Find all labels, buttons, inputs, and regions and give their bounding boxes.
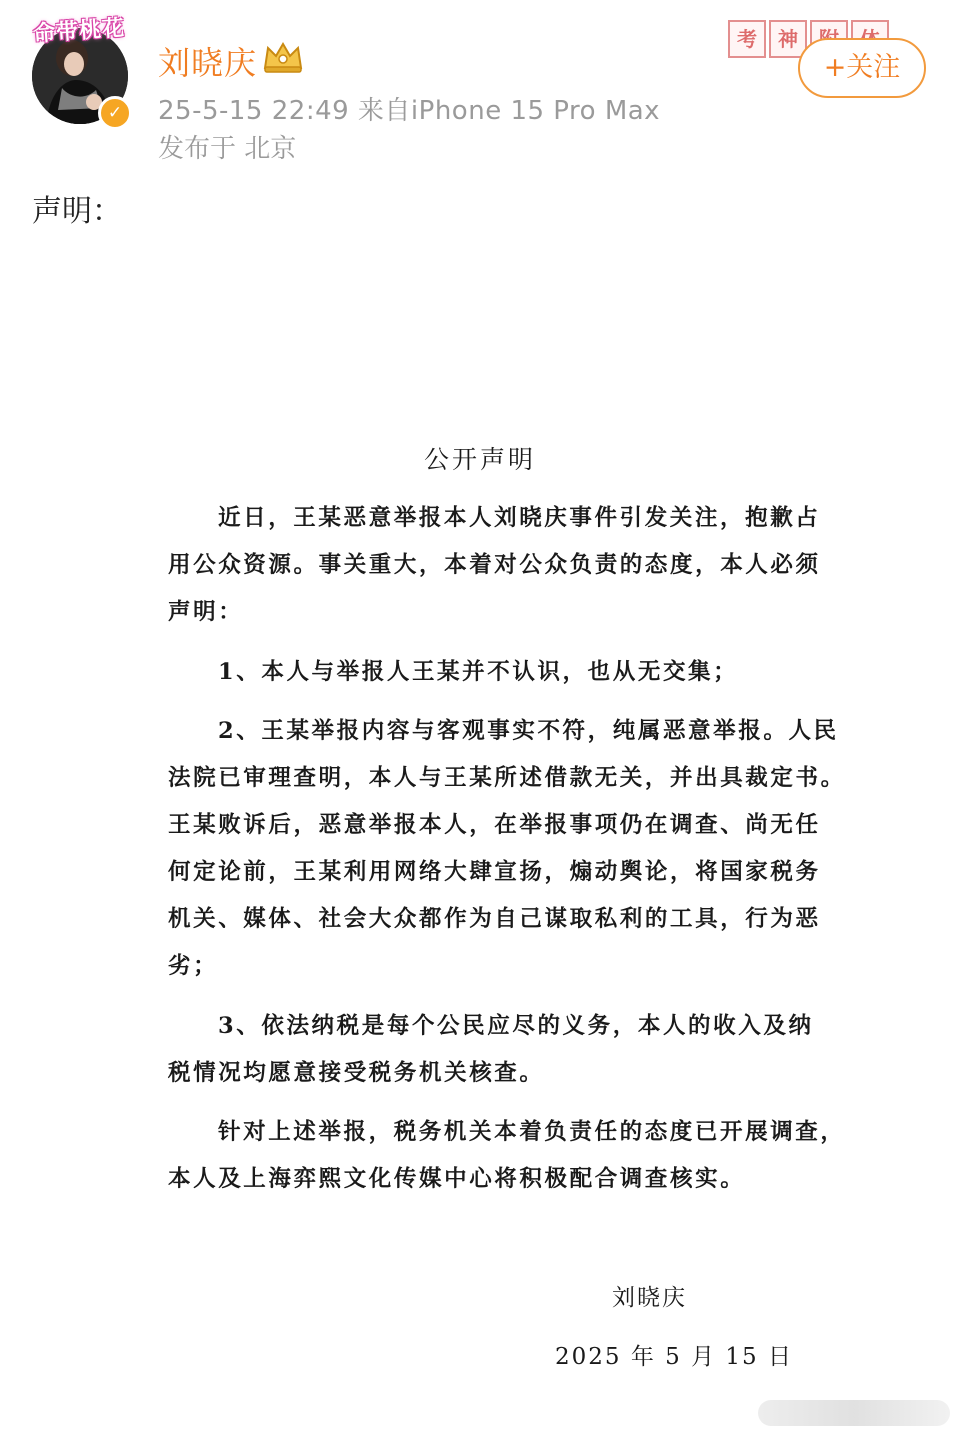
document-line: 法院已审理查明，本人与王某所述借款无关，并出具裁定书。 xyxy=(168,765,846,791)
follow-button[interactable]: +关注 xyxy=(798,38,926,98)
avatar-frame-badge: 命带桃花 xyxy=(32,14,126,48)
document-line: 1、本人与举报人王某并不认识，也从无交集； xyxy=(218,659,739,685)
document-line: 2、王某举报内容与客观事实不符，纯属恶意举报。人民 xyxy=(218,718,839,744)
stamp-char: 考 xyxy=(728,20,766,58)
watermark xyxy=(758,1400,950,1426)
document-line: 针对上述举报，税务机关本着负责任的态度已开展调查， xyxy=(218,1119,846,1145)
username[interactable]: 刘晓庆 xyxy=(158,44,258,82)
document-line: 劣； xyxy=(168,953,219,979)
document-line: 3、依法纳税是每个公民应尽的义务，本人的收入及纳 xyxy=(218,1013,814,1039)
stamp-char: 神 xyxy=(769,20,807,58)
document-line: 用公众资源。事关重大，本着对公众负责的态度，本人必须 xyxy=(168,552,821,578)
document-title: 公开声明 xyxy=(423,445,536,474)
post-time-source: 25-5-15 22:49 来自iPhone 15 Pro Max xyxy=(158,96,661,126)
document-line: 机关、媒体、社会大众都作为自己谋取私利的工具，行为恶 xyxy=(168,906,821,932)
post-text: 声明： xyxy=(32,194,122,229)
document-line: 近日，王某恶意举报本人刘晓庆事件引发关注，抱歉占 xyxy=(218,505,821,531)
document-line: 声明： xyxy=(168,599,244,625)
document-line: 本人及上海弈熙文化传媒中心将积极配合调查核实。 xyxy=(168,1166,746,1192)
document-line: 税情况均愿意接受税务机关核查。 xyxy=(168,1060,545,1086)
signature-date: 2025 年 5 月 15 日 xyxy=(555,1344,793,1370)
document-line: 何定论前，王某利用网络大肆宣扬，煽动舆论，将国家税务 xyxy=(168,859,821,885)
post-location: 发布于 北京 xyxy=(158,134,297,164)
verified-icon: ✓ xyxy=(98,96,132,130)
document-line: 王某败诉后，恶意举报本人，在举报事项仍在调查、尚无任 xyxy=(168,812,821,838)
signature-name: 刘晓庆 xyxy=(612,1285,687,1311)
